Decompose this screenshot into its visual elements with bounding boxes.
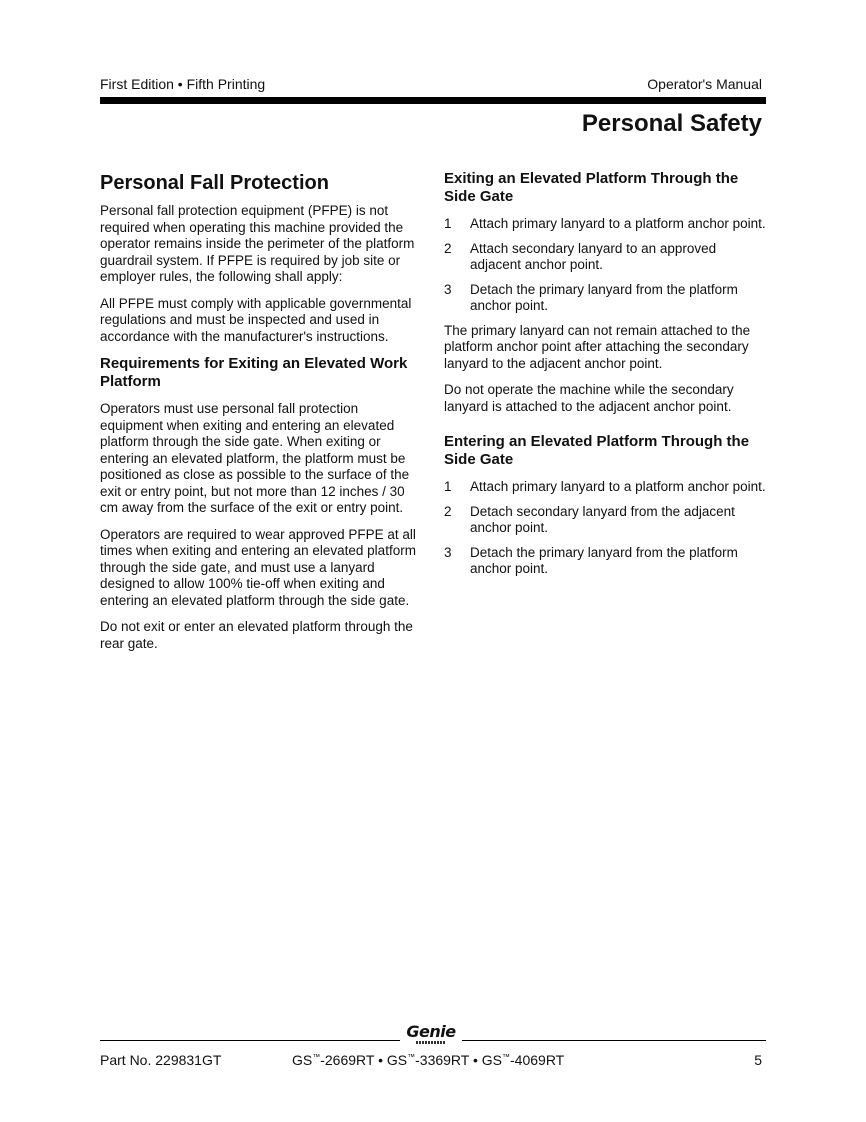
step-text: Detach the primary lanyard from the platform anchor point. [470,544,738,576]
header-rule [100,97,766,104]
step-text: Attach primary lanyard to a platform anchor point. [470,479,766,494]
list-item [444,282,768,315]
step-number: 1 [444,479,452,494]
paragraph: The primary lanyard can not remain attached to the platform anchor point after attaching the secondary lanyard to the adjacent anchor point. [444,322,751,371]
trademark: ™ [502,1052,511,1062]
part-number: Part No. 229831GT [100,1052,222,1068]
model-prefix: GS [386,1052,408,1068]
right-column [444,170,768,586]
paragraph: All PFPE must comply with applicable governmental regulations and must be inspected and used in accordance with the manufacturer's instructions. [100,295,412,344]
exiting-subtitle: Exiting an Elevated Platform Through the Side Gate [444,170,739,205]
trademark: ™ [407,1052,416,1062]
paragraph: Personal fall protection equipment (PFPE) is not required when operating this machine provided the operator remains inside the perimeter of the platform guardrail system. If PFPE is required by job site or employer rules, the following shall apply: [100,203,415,284]
model-suffix: -3369RT • [415,1052,482,1068]
paragraph: Do not operate the machine while the secondary lanyard is attached to the adjacent anchor point. [444,382,734,414]
step-number: 1 [444,216,452,231]
paragraph: Do not exit or enter an elevated platform through the rear gate. [100,619,413,651]
logo-wordmark: Genie [406,1022,456,1041]
paragraph: Operators must use personal fall protection equipment when exiting and entering an elevated platform through the side gate. When exiting or entering an elevated platform, the platform must be positioned as close as possible to the surface of the exit or entry point, but not more than 12 inches / 30 cm away from the surface of the exit or entry point. [100,401,410,515]
genie-logo [404,1024,458,1048]
footer-rule-left [100,1040,400,1041]
header-left: First Edition • Fifth Printing [100,76,266,92]
step-text: Attach primary lanyard to a platform anchor point. [470,216,766,231]
logo-tagline-icon [416,1041,446,1044]
exiting-steps [444,216,768,315]
footer-rule-right [462,1040,766,1041]
step-text: Detach secondary lanyard from the adjacent anchor point. [470,503,735,535]
model-numbers [292,1052,564,1068]
step-text: Attach secondary lanyard to an approved adjacent anchor point. [470,240,717,272]
model-prefix: GS [481,1052,503,1068]
model-suffix: -4069RT [510,1052,565,1068]
step-number: 3 [444,281,452,297]
step-number: 2 [444,240,452,256]
list-item [444,241,768,274]
page-number: 5 [754,1052,762,1068]
paragraph: Operators are required to wear approved PFPE at all times when exiting and entering an elevated platform through the side gate, and must use a lanyard designed to allow 100% tie-off when exiting and entering an elevated platform through the side gate. [100,526,416,608]
entering-steps [444,479,768,578]
step-number: 2 [444,503,452,519]
list-item [444,216,768,233]
requirements-subtitle: Requirements for Exiting an Elevated Work Platform [100,355,408,390]
step-number: 3 [444,544,452,560]
left-column [100,170,422,662]
list-item [444,479,768,496]
list-item [444,545,768,578]
step-text: Detach the primary lanyard from the platform anchor point. [470,281,738,313]
fall-protection-title: Personal Fall Protection [100,172,329,194]
section-title: Personal Safety [581,110,762,137]
trademark: ™ [312,1052,321,1062]
list-item [444,504,768,537]
header-right: Operator's Manual [647,76,762,92]
entering-subtitle: Entering an Elevated Platform Through the Side Gate [444,433,750,468]
model-prefix: GS [292,1052,313,1068]
model-suffix: -2669RT • [320,1052,387,1068]
